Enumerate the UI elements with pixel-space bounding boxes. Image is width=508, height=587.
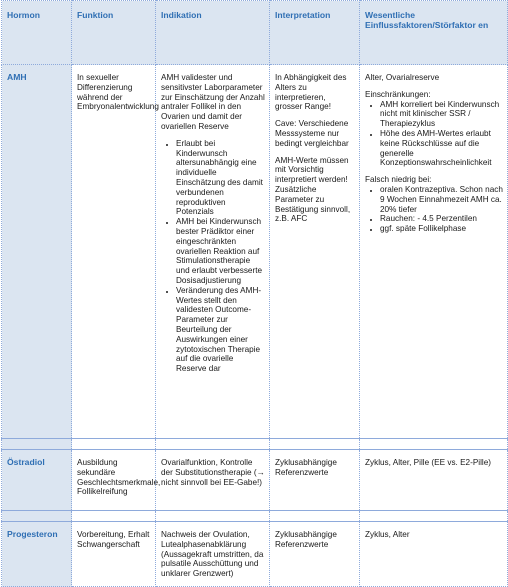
separator-row <box>2 439 508 450</box>
interpretation-progesteron: Zyklusabhängige Referenzwerte <box>270 522 360 587</box>
hormon-oestradiol: Östradiol <box>2 450 72 511</box>
hormon-amh: AMH <box>2 65 72 439</box>
list-item: • Erlaubt bei Kinderwunsch altersunabhängig eine individuelle Einschätzung des damit verbundenen reproduktiven Potenzials <box>176 139 265 217</box>
interpretation-text: In Abhängigkeit des Alters zu interpretieren, grosser Range! <box>275 73 347 112</box>
faktoren-oestradiol: Zyklus, Alter, Pille (EE vs. E2-Pille) <box>360 450 508 511</box>
header-hormon: Hormon <box>2 1 72 65</box>
interpretation-warning: AMH-Werte müssen mit Vorsichtig interpretiert werden! Zusätzliche Parameter zu Bestätigung sinnvoll, z.B. AFC <box>275 155 351 224</box>
list-item: • oralen Kontrazeptiva. Schon nach 9 Wochen Einnahmezeit AMH ca. 20% tiefer <box>380 185 503 214</box>
funktion-progesteron: Vorbereitung, Erhalt Schwangerschaft <box>72 522 156 587</box>
indikation-progesteron: Nachweis der Ovulation, Lutealphasenabklärung (Aussagekraft umstritten, da pulsatile Ausschüttung und unklarer Grenzwert) <box>156 522 270 587</box>
indikation-amh <box>156 65 270 439</box>
einschraenkungen-label: Einschränkungen: <box>365 89 431 99</box>
header-funktion: Funktion <box>72 1 156 65</box>
list-item: • AMH bei Kinderwunsch bester Prädiktor einer eingeschränkten ovariellen Reaktion auf Stimulationstherapie und erlaubt verbesserte Dosisadjustierung <box>176 217 265 286</box>
list-item: • Höhe des AMH-Wertes erlaubt keine Rückschlüsse auf die generelle Konzeptionswahrscheinlichkeit <box>380 129 503 168</box>
falsch-niedrig-list <box>365 185 503 234</box>
hormon-progesteron: Progesteron <box>2 522 72 587</box>
list-item: • Rauchen: - 4.5 Perzentilen <box>380 214 503 224</box>
table-row-oestradiol <box>2 450 508 511</box>
indikation-list <box>161 139 265 374</box>
einschraenkungen-block <box>365 90 503 168</box>
indikation-intro: AMH validester und sensitivster Laborparameter zur Einschätzung der Anzahl antraler Follikel in den Ovarien und damit der ovariellen Reserve <box>161 73 265 131</box>
faktoren-amh <box>360 65 508 439</box>
funktion-oestradiol: Ausbildung sekundäre Geschlechtsmerkmale, Follikelreifung <box>72 450 156 511</box>
list-item: • ggf. späte Follikelphase <box>380 224 503 234</box>
interpretation-oestradiol: Zyklusabhängige Referenzwerte <box>270 450 360 511</box>
list-item: • AMH korreliert bei Kinderwunsch nicht mit klinischer SSR / Therapiezyklus <box>380 100 503 129</box>
table-row-amh <box>2 65 508 439</box>
funktion-amh <box>72 65 159 439</box>
header-row <box>2 1 508 65</box>
einschraenkungen-list <box>365 100 503 169</box>
hormone-table <box>1 0 508 587</box>
header-interpretation: Interpretation <box>270 1 360 65</box>
interpretation-cave: Cave: Verschiedene Messsysteme nur bedingt vergleichbar <box>275 119 349 148</box>
faktoren-text: Alter, Ovarialreserve <box>365 73 440 82</box>
header-indikation: Indikation <box>156 1 270 65</box>
header-einflussfaktoren: Wesentliche Einflussfaktoren/Störfaktor en <box>360 1 508 65</box>
faktoren-progesteron: Zyklus, Alter <box>360 522 508 587</box>
list-item: • Veränderung des AMH-Wertes stellt den validesten Outcome-Parameter zur Beurteilung der Auswirkungen einer zytotoxischen Therapie auf die ovarielle Reserve dar <box>176 286 265 374</box>
separator-row <box>2 511 508 522</box>
table-row-progesteron <box>2 522 508 587</box>
falsch-niedrig-block <box>365 175 503 234</box>
indikation-oestradiol: Ovarialfunktion, Kontrolle der Substitutionstherapie (→ nicht sinnvoll bei EE-Gabe!) <box>156 450 270 511</box>
falsch-niedrig-label: Falsch niedrig bei: <box>365 175 432 185</box>
interpretation-amh <box>270 65 360 439</box>
funktion-text: In sexueller Differenzierung während der Embryonalentwicklung <box>77 73 159 112</box>
